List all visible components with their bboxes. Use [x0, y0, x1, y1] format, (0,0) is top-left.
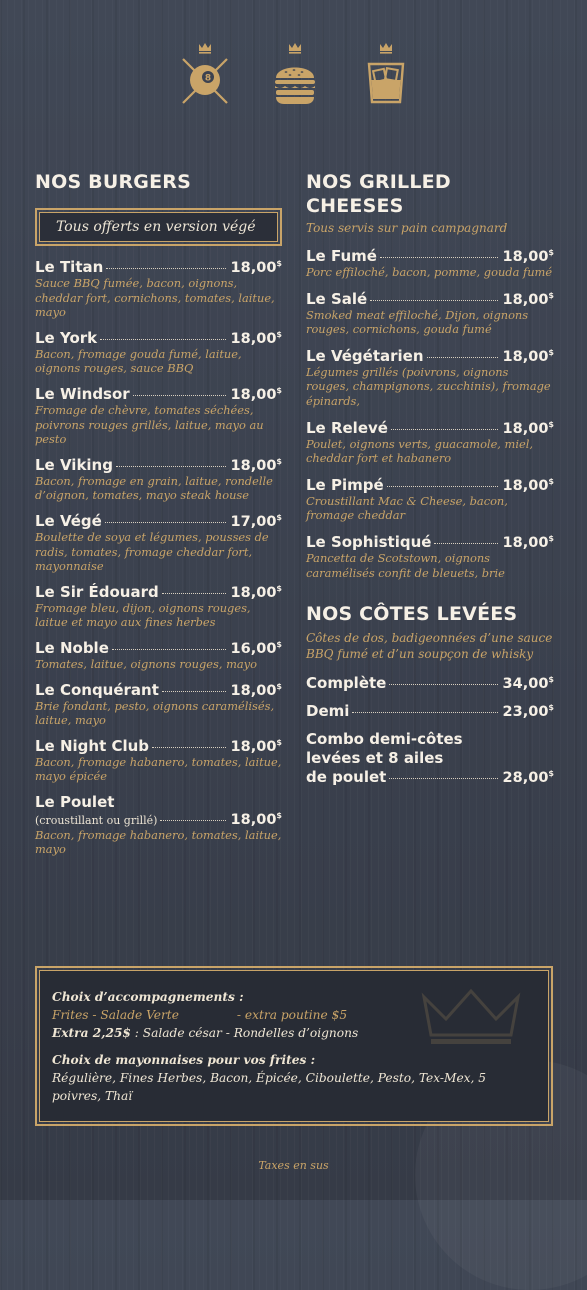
- item-description: Boulette de soya et légumes, pousses de radis, tomates, fromage cheddar fort, mayonnaise: [35, 529, 269, 574]
- item-name: Le Viking: [35, 455, 113, 474]
- item-description: Poulet, oignons verts, guacamole, miel, cheddar fort et habanero: [306, 436, 533, 466]
- whisky-glass-icon: [364, 42, 408, 106]
- item-description: Pancetta de Scotstown, oignons caramélisés confit de bleuets, brie: [306, 550, 505, 580]
- leader-dots: [352, 712, 497, 713]
- item-name: Le Pimpé: [306, 475, 384, 494]
- menu-item-combo: [306, 730, 554, 787]
- sides-content: [39, 970, 549, 1122]
- leader-dots: [105, 522, 226, 523]
- item-price: 18,00$: [230, 737, 282, 755]
- item-name: Le Night Club: [35, 736, 150, 755]
- menu-item-pimpe: [306, 476, 554, 523]
- leader-dots: [152, 747, 226, 748]
- mayo-heading: Choix de mayonnaises pour vos frites :: [52, 1053, 316, 1067]
- leader-dots: [389, 684, 497, 685]
- vege-note-box: [35, 208, 282, 246]
- item-price: 18,00$: [230, 810, 282, 828]
- leader-dots: [106, 268, 225, 269]
- grilled-list: [306, 247, 554, 580]
- item-name: Le York: [35, 328, 98, 347]
- menu-item-fume: [306, 247, 554, 280]
- item-name: Le Conquérant: [35, 680, 159, 699]
- burger-list: [35, 258, 282, 857]
- menu-item-vegetarien: [306, 347, 554, 409]
- vege-note: Tous offerts en version végé: [39, 212, 278, 242]
- item-price: 18,00$: [502, 476, 554, 494]
- grilled-cheese-section: [306, 170, 554, 796]
- ribs-list: [306, 674, 554, 787]
- sides-extra-line: Extra 2,25$ : Salade césar - Rondelles d’oignons: [52, 1026, 359, 1040]
- taxes-note: Taxes en sus: [258, 1159, 329, 1172]
- billiard-eight-ball-icon: [180, 42, 230, 106]
- menu-item-viking: [35, 456, 282, 503]
- item-name: Le Salé: [306, 289, 368, 308]
- svg-text:8: 8: [204, 73, 212, 84]
- leader-dots: [370, 300, 497, 301]
- leader-dots: [380, 257, 498, 258]
- item-price: 23,00$: [502, 703, 554, 721]
- sides-box: [35, 966, 553, 1126]
- item-description: Tomates, laitue, oignons rouges, mayo: [35, 656, 257, 671]
- item-description: Bacon, fromage gouda fumé, laitue, oignons rouges, sauce BBQ: [35, 346, 242, 376]
- item-description: Bacon, fromage habanero, tomates, laitue, mayo: [35, 827, 282, 857]
- item-name: Le Windsor: [35, 384, 130, 403]
- header-icons: [0, 42, 587, 112]
- item-description: Légumes grillés (poivrons, oignons rouges, champignons, zucchinis), fromage épinards,: [306, 364, 551, 408]
- grilled-subtitle: Tous servis sur pain campagnard: [306, 221, 508, 235]
- burger-icon: [272, 42, 318, 106]
- sides-heading: Choix d’accompagnements :: [52, 990, 244, 1004]
- item-price: 18,00$: [502, 347, 554, 365]
- item-note: (croustillant ou grillé): [35, 813, 158, 827]
- leader-dots: [162, 593, 226, 594]
- leader-dots: [162, 691, 226, 692]
- item-name: Le Végé: [35, 511, 102, 530]
- item-description: Porc effiloché, bacon, pomme, gouda fumé: [306, 265, 553, 279]
- item-name: Le Végétarien: [306, 346, 424, 365]
- item-price: 18,00$: [502, 290, 554, 308]
- item-price: 17,00$: [230, 513, 282, 530]
- burgers-title: NOS BURGERS: [35, 171, 191, 193]
- mayo-list: Régulière, Fines Herbes, Bacon, Épicée, Ciboulette, Pesto, Tex-Mex, 5 poivres, Thaï: [52, 1071, 487, 1103]
- item-price: 18,00$: [502, 534, 554, 551]
- menu-item-releve: [306, 419, 554, 466]
- item-price: 18,00$: [230, 681, 282, 699]
- item-description: Bacon, fromage habanero, tomates, laitue, mayo épicée: [35, 754, 282, 784]
- item-price: 16,00$: [230, 640, 282, 657]
- menu-item-noble: [35, 639, 282, 672]
- ribs-subtitle: Côtes de dos, badigeonnées d’une sauce BBQ fumé et d’un soupçon de whisky: [306, 631, 553, 662]
- item-price: 18,00$: [230, 259, 282, 276]
- item-name: Demi: [306, 702, 350, 721]
- item-description: Fromage bleu, dijon, oignons rouges, laitue et mayo aux fines herbes: [35, 600, 251, 630]
- leader-dots: [389, 778, 497, 779]
- menu-item-york: [35, 329, 282, 376]
- combo-line-2: levées et 8 ailes: [306, 749, 444, 768]
- crown-watermark-icon: [416, 987, 526, 1047]
- item-name: Le Titan: [35, 258, 104, 276]
- item-description: Fromage de chèvre, tomates séchées, poivrons rouges grillés, laitue, mayo au pesto: [35, 402, 264, 447]
- item-price: 18,00$: [230, 583, 282, 601]
- leader-dots: [100, 339, 225, 340]
- menu-item-sir-edouard: [35, 583, 282, 630]
- leader-dots: [112, 649, 226, 650]
- menu-item-vege: [35, 512, 282, 574]
- item-name: Le Relevé: [306, 418, 388, 437]
- leader-dots: [391, 429, 498, 430]
- combo-line-3: de poulet: [306, 768, 387, 787]
- grilled-title: NOS GRILLED CHEESES: [306, 171, 451, 217]
- menu-item-windsor: [35, 385, 282, 447]
- item-description: Croustillant Mac & Cheese, bacon, fromage cheddar: [306, 493, 508, 523]
- leader-dots: [160, 820, 225, 821]
- ribs-title: NOS CÔTES LEVÉES: [306, 603, 518, 626]
- leader-dots: [434, 543, 497, 544]
- leader-dots: [387, 486, 498, 487]
- menu-item-sale: [306, 290, 554, 337]
- leader-dots: [133, 395, 226, 396]
- menu-item-titan: [35, 258, 282, 320]
- menu-item-demi: [306, 702, 554, 720]
- item-price: 28,00$: [502, 769, 554, 787]
- item-description: Sauce BBQ fumée, bacon, oignons, cheddar fort, cornichons, tomates, laitue, mayo: [35, 276, 275, 320]
- item-price: 34,00$: [502, 675, 554, 693]
- item-name: Le Sir Édouard: [35, 582, 159, 601]
- sides-line-1: Frites - Salade Verte - extra poutine $5: [52, 1008, 348, 1022]
- item-price: 18,00$: [230, 329, 282, 347]
- item-description: Smoked meat effiloché, Dijon, oignons rouges, cornichons, gouda fumé: [306, 307, 529, 337]
- menu-item-complete: [306, 674, 554, 692]
- menu-item-poulet: [35, 793, 282, 857]
- menu-item-sophistique: [306, 533, 554, 580]
- menu-item-conquerant: [35, 681, 282, 728]
- leader-dots: [427, 357, 498, 358]
- item-price: 18,00$: [230, 386, 282, 403]
- item-name: Le Fumé: [306, 247, 377, 265]
- item-description: Brie fondant, pesto, oignons caramélisés, laitue, mayo: [35, 698, 275, 728]
- item-price: 18,00$: [502, 248, 554, 265]
- leader-dots: [116, 466, 226, 467]
- ribs-section: [306, 602, 554, 787]
- combo-line-1: Combo demi-côtes: [306, 730, 463, 749]
- item-name: Complète: [306, 674, 387, 693]
- burgers-section: [35, 170, 282, 866]
- item-description: Bacon, fromage en grain, laitue, rondelle d’oignon, tomates, mayo steak house: [35, 473, 273, 503]
- item-name: Le Poulet: [35, 792, 115, 811]
- item-price: 18,00$: [502, 419, 554, 437]
- item-name: Le Noble: [35, 638, 109, 657]
- menu-item-night-club: [35, 737, 282, 784]
- item-price: 18,00$: [230, 456, 282, 474]
- item-name: Le Sophistiqué: [306, 532, 432, 551]
